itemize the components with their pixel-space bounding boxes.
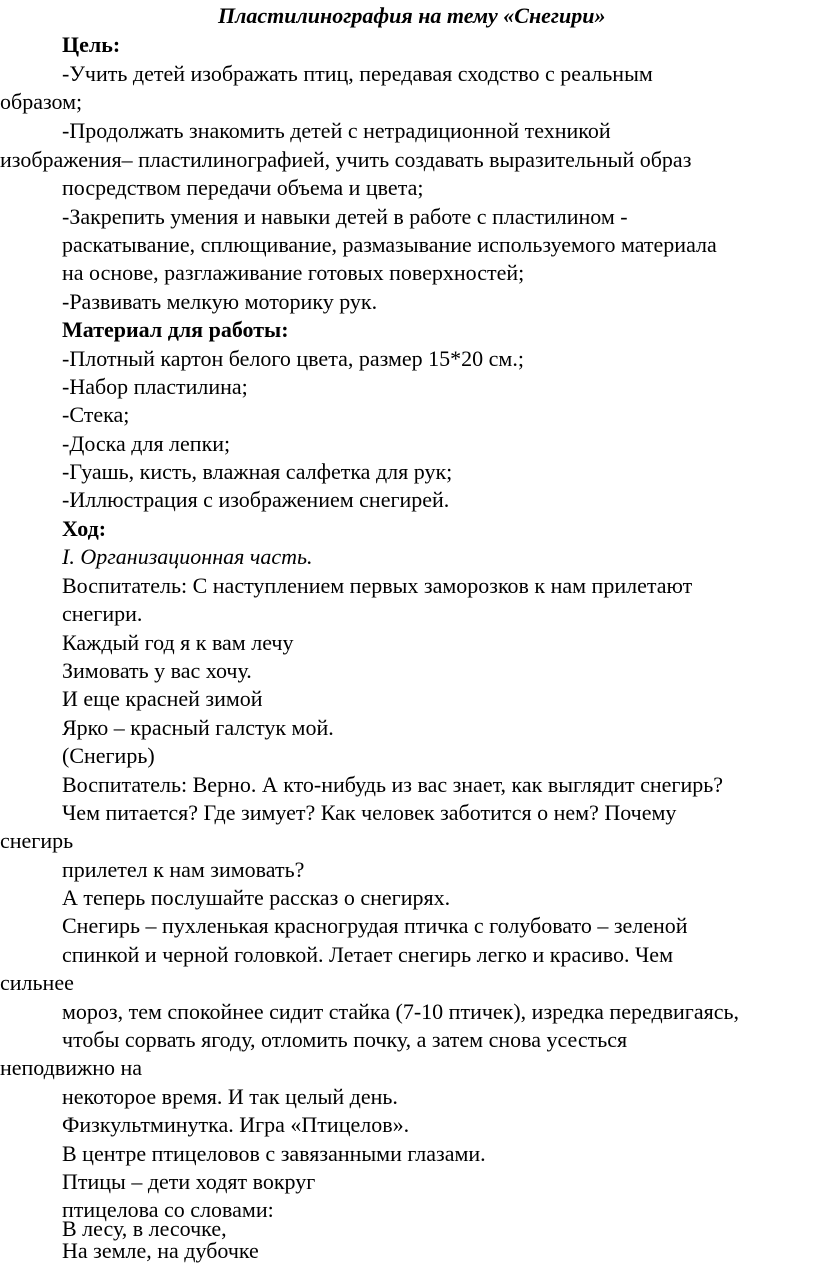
text-line: неподвижно на	[0, 1055, 143, 1080]
text-line: Зимовать у вас хочу.	[62, 658, 252, 683]
text-line: И еще красней зимой	[62, 686, 263, 711]
text-line: А теперь послушайте рассказ о снегирях.	[62, 885, 451, 910]
text-line: снегирь	[0, 828, 74, 853]
text-line: сильнее	[0, 970, 74, 995]
text-line: -Стека;	[62, 402, 130, 427]
text-line: птицелова со словами:	[62, 1197, 274, 1222]
text-line: некоторое время. И так целый день.	[62, 1084, 398, 1109]
text-line: посредством передачи объема и цвета;	[62, 175, 424, 200]
text-line: В центре птицеловов с завязанными глазами.	[62, 1141, 486, 1166]
text-line: Снегирь – пухленькая красногрудая птичка с голубовато – зеленой	[62, 913, 688, 938]
heading-procedure: Ход:	[62, 516, 107, 541]
text-line: на основе, разглаживание готовых поверхностей;	[62, 260, 525, 285]
text-line: Воспитатель: С наступлением первых заморозков к нам прилетают	[62, 573, 693, 598]
text-line: Физкультминутка. Игра «Птицелов».	[62, 1112, 410, 1137]
text-line: прилетел к нам зимовать?	[62, 857, 305, 882]
text-line: Каждый год я к вам лечу	[62, 630, 294, 655]
text-line: спинкой и черной головкой. Летает снегирь легко и красиво. Чем	[62, 942, 673, 967]
text-line: Воспитатель: Верно. А кто-нибудь из вас знает, как выглядит снегирь?	[62, 772, 724, 797]
text-line: -Учить детей изображать птиц, передавая сходство с реальным	[62, 61, 653, 86]
document-title: Пластилинография на тему «Снегири»	[218, 3, 606, 28]
text-line: -Закрепить умения и навыки детей в работе с пластилином -	[62, 204, 628, 229]
text-line: В лесу, в лесочке,	[62, 1216, 227, 1241]
text-line: Птицы – дети ходят вокруг	[62, 1169, 316, 1194]
text-line: На земле, на дубочке	[62, 1238, 259, 1263]
text-line: Ярко – красный галстук мой.	[62, 715, 334, 740]
text-line: -Иллюстрация с изображением снегирей.	[62, 487, 450, 512]
text-line: Чем питается? Где зимует? Как человек заботится о нем? Почему	[62, 800, 677, 825]
section-heading: I. Организационная часть.	[62, 544, 313, 569]
text-line: -Доска для лепки;	[62, 431, 231, 456]
heading-goal: Цель:	[62, 32, 121, 57]
text-line: -Набор пластилина;	[62, 374, 248, 399]
text-line: изображения– пластилинографией, учить создавать выразительный образ	[0, 147, 692, 172]
text-line: снегири.	[62, 601, 143, 626]
text-line: (Снегирь)	[62, 743, 155, 768]
text-line: мороз, тем спокойнее сидит стайка (7-10 птичек), изредка передвигаясь,	[62, 999, 740, 1024]
text-line: образом;	[0, 89, 83, 114]
heading-materials: Материал для работы:	[62, 317, 289, 342]
text-line: -Развивать мелкую моторику рук.	[62, 289, 378, 314]
text-line: -Плотный картон белого цвета, размер 15*20 см.;	[62, 346, 524, 371]
text-line: чтобы сорвать ягоду, отломить почку, а затем снова усесться	[62, 1027, 628, 1052]
text-line: -Продолжать знакомить детей с нетрадиционной техникой	[62, 118, 611, 143]
text-line: раскатывание, сплющивание, размазывание используемого материала	[62, 232, 717, 257]
text-line: -Гуашь, кисть, влажная салфетка для рук;	[62, 459, 453, 484]
